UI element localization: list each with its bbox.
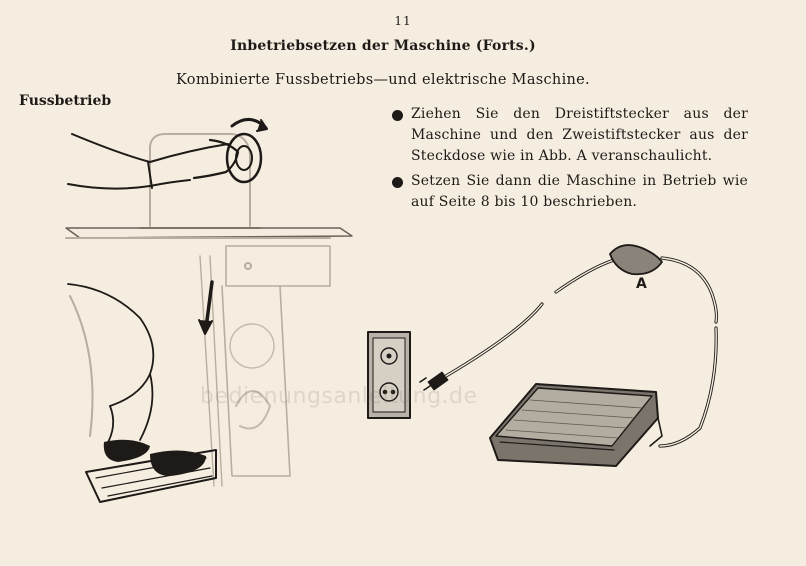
bullet-icon [392, 177, 403, 188]
treadle-machine-illustration [0, 106, 370, 526]
instruction-list [392, 104, 748, 217]
instruction-text: Ziehen Sie den Dreistiftstecker aus der Maschine und den Zweistiftstecker aus der Steckdose wie in Abb. A veranschaulicht. [411, 106, 748, 164]
bullet-icon [392, 110, 403, 121]
instruction-item-1 [392, 104, 748, 167]
page-subtitle: Kombinierte Fussbetriebs—und elektrische Maschine. [176, 72, 590, 88]
page-title: Inbetriebsetzen der Maschine (Forts.) [230, 38, 536, 54]
watermark: bedienungsanleitung.de [200, 384, 478, 409]
figure-label-a: A [636, 276, 647, 292]
foot-controller-illustration [360, 232, 740, 482]
page-number: 11 [394, 14, 412, 28]
instruction-item-2 [392, 171, 748, 213]
section-heading-foot-operation: Fussbetrieb [19, 93, 112, 109]
instruction-text: Setzen Sie dann die Maschine in Betrieb wie auf Seite 8 bis 10 beschrieben. [411, 173, 748, 210]
